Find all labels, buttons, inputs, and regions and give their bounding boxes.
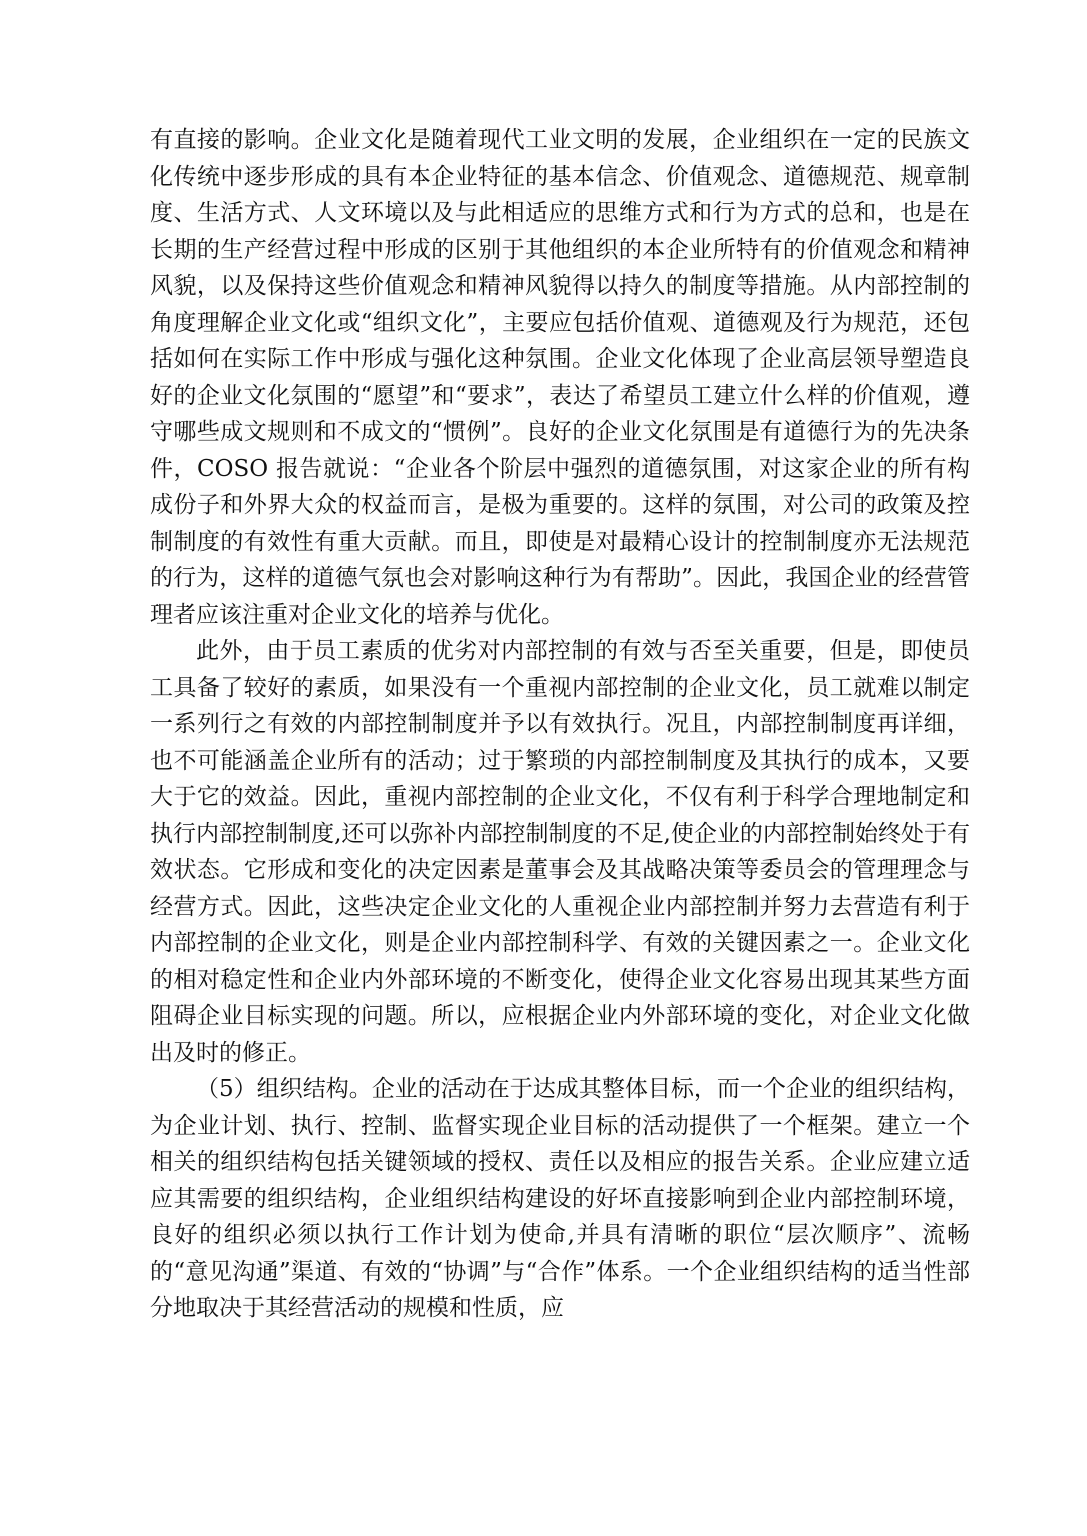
paragraph-organizational-structure: （5）组织结构。企业的活动在于达成其整体目标，而一个企业的组织结构，为企业计划、执行、控制、监督实现企业目标的活动提供了一个框架。建立一个相关的组织结构包括关键领域的授权、责任以及相应的报告关系。企业应建立适应其需要的组织结构，企业组织结构建设的好坏直接影响到企业内部控制环境，良好的组织必须以执行工作计划为使命,并具有清晰的职位“层次顺序”、流畅的“意见沟通”渠道、有效的“协调”与“合作”体系。一个企业组织结构的适当性部分地取决于其经营活动的规模和性质，应 [150, 1076, 970, 1321]
paragraph-corporate-culture-continued: 有直接的影响。企业文化是随着现代工业文明的发展，企业组织在一定的民族文化传统中逐步形成的具有本企业特征的基本信念、价值观念、道德规范、规章制度、生活方式、人文环境以及与此相适应的思维方式和行为方式的总和，也是在长期的生产经营过程中形成的区别于其他组织的本企业所特有的价值观念和精神风貌，以及保持这些价值观念和精神风貌得以持久的制度等措施。从内部控制的角度理解企业文化或“组织文化”，主要应包括价值观、道德观及行为规范，还包括如何在实际工作中形成与强化这种氛围。企业文化体现了企业高层领导塑造良好的企业文化氛围的“愿望”和“要求”，表达了希望员工建立什么样的价值观，遵守哪些成文规则和不成文的“惯例”。良好的企业文化氛围是有道德行为的先决条件，COSO 报告就说：“企业各个阶层中强烈的道德氛围，对这家企业的所有构成份子和外界大众的权益而言，是极为重要的。这样的氛围，对公司的政策及控制制度的有效性有重大贡献。而且，即使是对最精心设计的控制制度亦无法规范的行为，这样的道德气氛也会对影响这种行为有帮助”。因此，我国企业的经营管理者应该注重对企业文化的培养与优化。 [150, 127, 970, 628]
body-text [150, 122, 970, 1327]
paragraph-employee-quality: 此外，由于员工素质的优劣对内部控制的有效与否至关重要，但是，即使员工具备了较好的素质，如果没有一个重视内部控制的企业文化，员工就难以制定一系列行之有效的内部控制制度并予以有效执行。况且，内部控制制度再详细，也不可能涵盖企业所有的活动；过于繁琐的内部控制制度及其执行的成本，又要大于它的效益。因此，重视内部控制的企业文化，不仅有利于科学合理地制定和执行内部控制制度,还可以弥补内部控制制度的不足,使企业的内部控制始终处于有效状态。它形成和变化的决定因素是董事会及其战略决策等委员会的管理理念与经营方式。因此，这些决定企业文化的人重视企业内部控制并努力去营造有利于内部控制的企业文化，则是企业内部控制科学、有效的关键因素之一。企业文化的相对稳定性和企业内外部环境的不断变化，使得企业文化容易出现其某些方面阻碍企业目标实现的问题。所以，应根据企业内外部环境的变化，对企业文化做出及时的修正。 [150, 638, 970, 1066]
